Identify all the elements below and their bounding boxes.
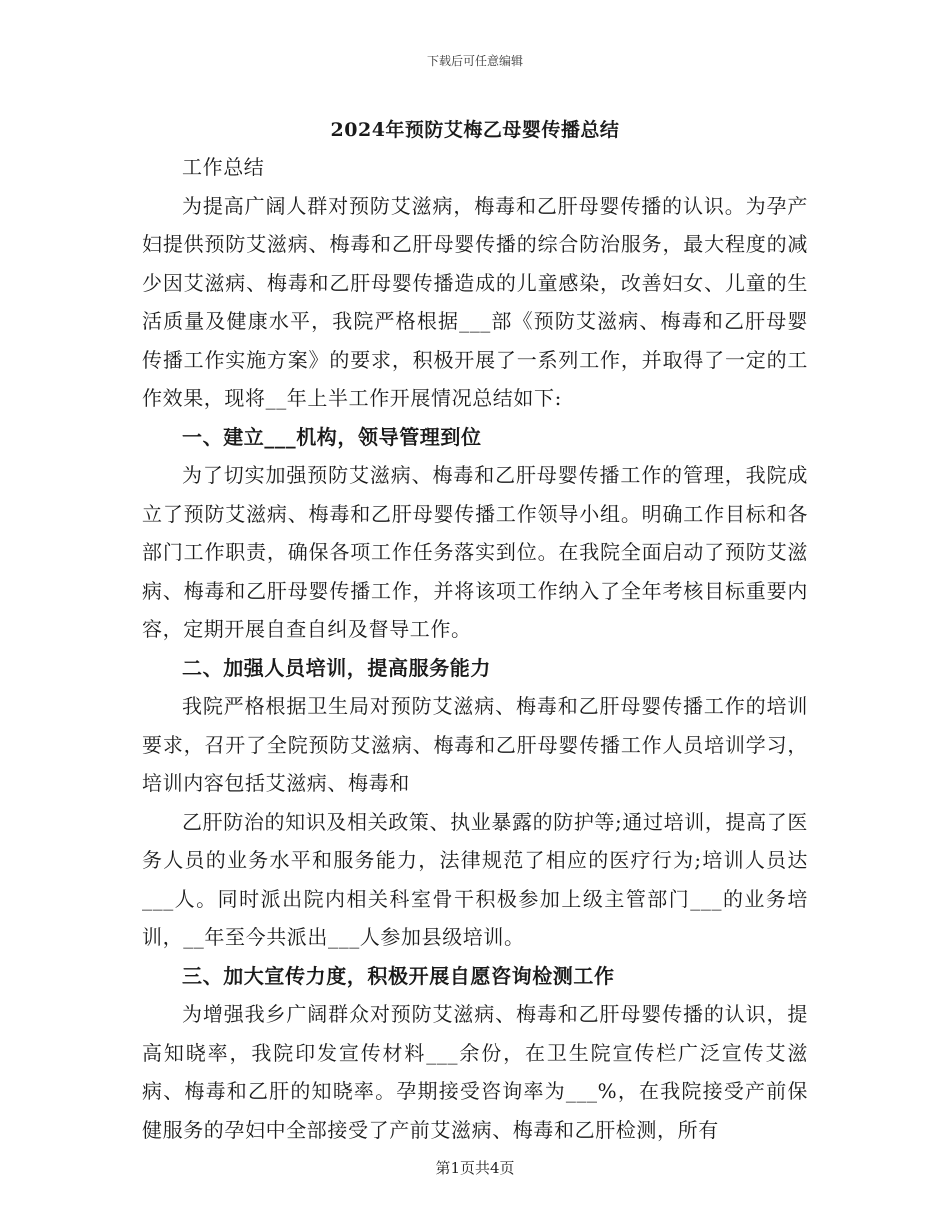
page-footer: 第1页共4页 [435,1159,515,1177]
section-heading-1: 一、建立___机构，领导管理到位 [182,424,482,449]
document-title: 2024年预防艾梅乙母婴传播总结 [330,119,620,141]
section-2-paragraph-1: 我院严格根据卫生局对预防艾滋病、梅毒和乙肝母婴传播工作的培训要求，召开了全院预防艾滋病、梅毒和乙肝母婴传播工作人员培训学习，培训内容包括艾滋病、梅毒和 [142,694,808,795]
section-3-paragraph: 为增强我乡广阔群众对预防艾滋病、梅毒和乙肝母婴传播的认识，提高知晓率，我院印发宣传材料___余份，在卫生院宣传栏广泛宣传艾滋病、梅毒和乙肝的知晓率。孕期接受咨询率为___%，在我院接受产前保健服务的孕妇中全部接受了产前艾滋病、梅毒和乙肝检测，所有 [142,1002,808,1142]
document-body [142,148,808,1149]
header-note: 下载后可任意编辑 [426,54,523,68]
section-heading-2: 二、加强人员培训，提高服务能力 [182,655,491,680]
intro-paragraph: 为提高广阔人群对预防艾滋病，梅毒和乙肝母婴传播的认识。为孕产妇提供预防艾滋病、梅毒和乙肝母婴传播的综合防治服务，最大程度的减少因艾滋病、梅毒和乙肝母婴传播造成的儿童感染，改善妇女、儿童的生活质量及健康水平，我院严格根据___部《预防艾滋病、梅毒和乙肝母婴传播工作实施方案》的要求，积极开展了一系列工作，并取得了一定的工作效果，现将__年上半工作开展情况总结如下: [142,193,808,410]
section-1-paragraph: 为了切实加强预防艾滋病、梅毒和乙肝母婴传播工作的管理，我院成立了预防艾滋病、梅毒和乙肝母婴传播工作领导小组。明确工作目标和各部门工作职责，确保各项工作任务落实到位。在我院全面启动了预防艾滋病、梅毒和乙肝母婴传播工作，并将该项工作纳入了全年考核目标重要内容，定期开展自查自纠及督导工作。 [142,463,808,641]
section-2-paragraph-2: 乙肝防治的知识及相关政策、执业暴露的防护等;通过培训，提高了医务人员的业务水平和服务能力，法律规范了相应的医疗行为;培训人员达___人。同时派出院内相关科室骨干积极参加上级主管部门___的业务培训，__年至今共派出___人参加县级培训。 [142,809,808,949]
section-heading-3: 三、加大宣传力度，积极开展自愿咨询检测工作 [182,963,615,988]
section-label: 工作总结 [182,155,265,179]
